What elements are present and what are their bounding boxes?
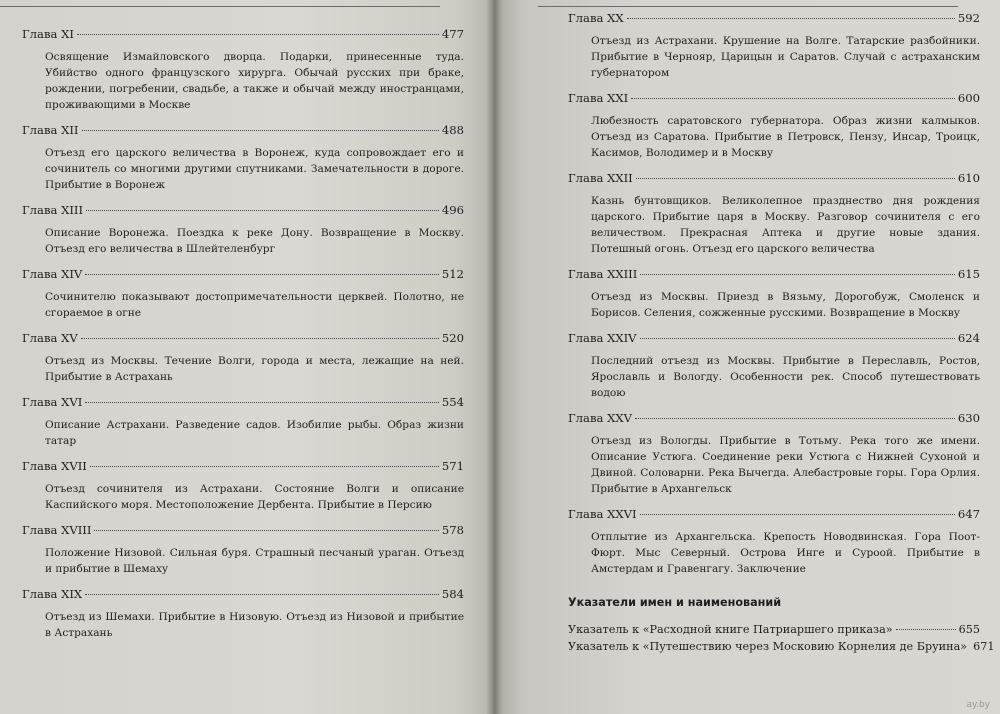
top-rule <box>0 6 440 7</box>
leader-dots <box>640 274 955 275</box>
toc-entry <box>22 522 464 577</box>
chapter-description: Последний отъезд из Москвы. Прибытие в Переславль, Ростов, Ярославль и Вологду. Особенности рек. Способ путешествовать водою <box>591 355 980 399</box>
toc-entry <box>22 586 464 641</box>
chapter-line <box>22 26 464 42</box>
chapter-title: Глава XII <box>22 123 79 137</box>
toc-entry <box>22 330 464 385</box>
chapter-page-number: 571 <box>441 459 464 473</box>
chapter-page-number: 592 <box>957 11 980 25</box>
chapter-description: Описание Воронежа. Поездка к реке Дону. Возвращение в Москву. Отъезд его величества в Шлейтеленбург <box>45 227 464 255</box>
book-gutter <box>486 0 502 714</box>
chapter-description: Сочинителю показывают достопримечательности церквей. Полотно, не сгораемое в огне <box>45 291 464 319</box>
chapter-description: Любезность саратовского губернатора. Образ жизни калмыков. Отъезд из Саратова. Прибытие в Петровск, Пензу, Инсар, Троицк, Касимов, Володимер и в Москву <box>591 115 980 159</box>
chapter-title: Глава XV <box>22 331 78 345</box>
chapter-title: Глава XVII <box>22 459 87 473</box>
leader-dots <box>82 130 439 131</box>
chapter-title: Глава XX <box>568 11 624 25</box>
chapter-title: Глава XIX <box>22 587 83 601</box>
leader-dots <box>896 629 956 630</box>
chapter-page-number: 488 <box>441 123 464 137</box>
toc-entry <box>568 170 980 257</box>
toc-entry <box>568 266 980 321</box>
leader-dots <box>94 530 438 531</box>
chapter-page-number: 512 <box>441 267 464 281</box>
chapter-line <box>22 458 464 474</box>
index-entry <box>568 638 995 655</box>
index-page-number: 671 <box>973 640 995 653</box>
chapter-description: Отъезд из Москвы. Течение Волги, города и места, лежащие на ней. Прибытие в Астрахань <box>45 355 464 383</box>
chapter-page-number: 584 <box>441 587 464 601</box>
chapter-description: Отъезд сочинителя из Астрахани. Состояние Волги и описание Каспийского моря. Местоположение Дербента. Прибытие в Персию <box>45 483 464 511</box>
chapter-title: Глава XXIV <box>568 331 637 345</box>
index-page-number: 655 <box>958 623 980 636</box>
chapter-title: Глава XIV <box>22 267 83 281</box>
index-title: Указатель к «Путешествию через Московию Корнелия де Бруина» <box>568 640 968 653</box>
chapter-line <box>568 170 980 186</box>
chapter-line <box>568 410 980 426</box>
chapter-page-number: 600 <box>957 91 980 105</box>
leader-dots <box>90 466 439 467</box>
chapter-page-number: 615 <box>957 267 980 281</box>
chapter-description: Отъезд из Шемахи. Прибытие в Низовую. Отъезд из Низовой и прибытие в Астрахань <box>45 611 464 639</box>
chapter-line <box>568 90 980 106</box>
chapter-title: Глава XIII <box>22 203 84 217</box>
chapter-title: Глава XVI <box>22 395 83 409</box>
watermark: ay.by <box>966 700 990 710</box>
left-page <box>0 0 494 714</box>
chapter-page-number: 647 <box>957 507 980 521</box>
leader-dots <box>635 418 955 419</box>
chapter-title: Глава XVIII <box>22 523 92 537</box>
toc-entry <box>22 394 464 449</box>
chapter-line <box>22 266 464 282</box>
chapter-page-number: 610 <box>957 171 980 185</box>
chapter-title: Глава XXV <box>568 411 632 425</box>
toc-entry <box>568 330 980 401</box>
chapter-description: Казнь бунтовщиков. Великолепное празднество дня рождения царского. Прибытие царя в Москву. Разговор сочинителя с его величеством. Прекрасная Аптека и другие новые здания. Потешный огонь. Отъезд его царского величества <box>591 195 980 255</box>
chapter-page-number: 624 <box>957 331 980 345</box>
chapter-title: Глава XXIII <box>568 267 638 281</box>
chapter-line <box>22 330 464 346</box>
leader-dots <box>631 98 955 99</box>
chapter-page-number: 554 <box>441 395 464 409</box>
chapter-line <box>22 522 464 538</box>
leader-dots <box>81 338 439 339</box>
chapter-description: Отъезд его царского величества в Воронеж, куда сопровождает его и сочинитель со многими другими спутниками. Замечательности в дороге. Прибытие в Воронеж <box>45 147 464 191</box>
chapter-description: Отъезд из Москвы. Приезд в Вязьму, Дорогобуж, Смоленск и Борисов. Селения, сожженные русскими. Возвращение в Москву <box>591 291 980 319</box>
leader-dots <box>85 594 439 595</box>
chapter-line <box>568 506 980 522</box>
index-heading: Указатели имен и наименований <box>568 596 782 609</box>
chapter-page-number: 578 <box>441 523 464 537</box>
toc-entry <box>22 266 464 321</box>
chapter-page-number: 477 <box>441 27 464 41</box>
chapter-line <box>22 202 464 218</box>
chapter-description: Отъезд из Астрахани. Крушение на Волге. Татарские разбойники. Прибытие в Чернояр, Царицын и Саратов. Случай с астраханским губернатором <box>591 35 980 79</box>
chapter-line <box>22 586 464 602</box>
toc-entry <box>22 26 464 113</box>
leader-dots <box>86 210 439 211</box>
right-chapter-list <box>568 10 980 577</box>
chapter-title: Глава XXII <box>568 171 633 185</box>
chapter-line <box>22 394 464 410</box>
toc-entry <box>22 122 464 193</box>
leader-dots <box>85 402 439 403</box>
leader-dots <box>640 338 955 339</box>
chapter-page-number: 520 <box>441 331 464 345</box>
toc-entry <box>568 90 980 161</box>
index-list <box>568 621 995 655</box>
chapter-description: Положение Низовой. Сильная буря. Страшный песчаный ураган. Отъезд и прибытие в Шемаху <box>45 547 464 575</box>
chapter-line <box>568 330 980 346</box>
chapter-description: Отъезд из Вологды. Прибытие в Тотьму. Река того же имени. Описание Устюга. Соединение реки Устюга с Нижней Сухоной и Двиной. Соловарни. Река Вычегда. Алебастровые горы. Гора Орлия. Прибытие в Архангельск <box>591 435 980 495</box>
chapter-description: Отплытие из Архангельска. Крепость Новодвинская. Гора Поот-Фюрт. Мыс Северный. Острова Инге и Суроой. Прибытие в Амстердам и Гравенгагу. Заключение <box>591 531 980 575</box>
toc-entry <box>568 410 980 497</box>
index-title: Указатель к «Расходной книге Патриаршего приказа» <box>568 623 893 636</box>
leader-dots <box>77 34 439 35</box>
chapter-description: Освящение Измайловского дворца. Подарки, принесенные туда. Убийство одного французского хирурга. Обычай русских при браке, рождении, погребении, свадьбе, а также и обычай между иностранцами, проживающими в Москве <box>45 51 464 111</box>
chapter-title: Глава XXI <box>568 91 629 105</box>
leader-dots <box>85 274 439 275</box>
chapter-line <box>568 266 980 282</box>
chapter-line <box>568 10 980 26</box>
toc-entry <box>568 10 980 81</box>
leader-dots <box>640 514 955 515</box>
chapter-title: Глава XXVI <box>568 507 637 521</box>
chapter-title: Глава XI <box>22 27 74 41</box>
index-entry <box>568 621 980 638</box>
leader-dots <box>636 178 955 179</box>
toc-entry <box>22 458 464 513</box>
chapter-page-number: 630 <box>957 411 980 425</box>
top-rule <box>538 6 958 7</box>
toc-entry <box>568 506 980 577</box>
left-chapter-list <box>22 26 464 641</box>
chapter-page-number: 496 <box>441 203 464 217</box>
toc-entry <box>22 202 464 257</box>
chapter-line <box>22 122 464 138</box>
right-page <box>494 0 1000 714</box>
leader-dots <box>627 18 955 19</box>
chapter-description: Описание Астрахани. Разведение садов. Изобилие рыбы. Образ жизни татар <box>45 419 464 447</box>
